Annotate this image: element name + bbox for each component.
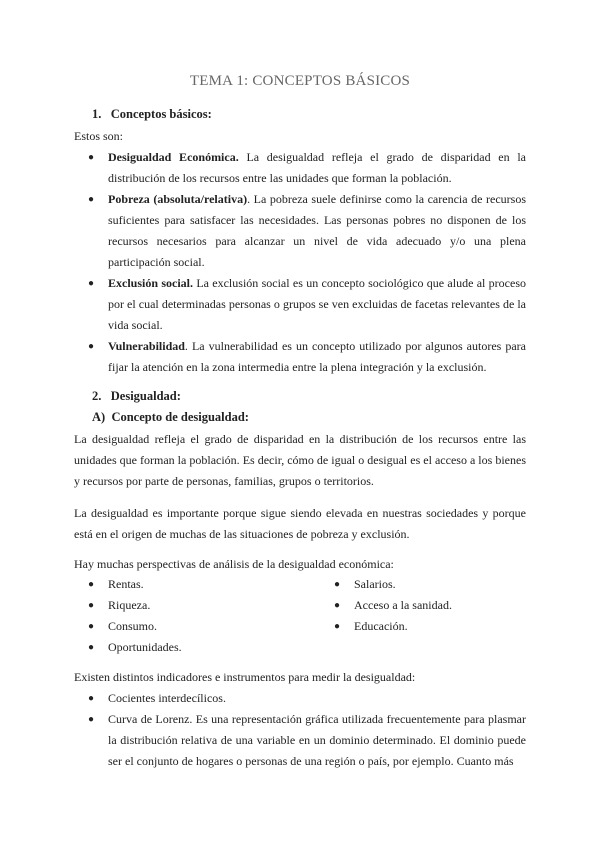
bullet-icon: ● bbox=[334, 621, 341, 632]
bullet-icon: ● bbox=[88, 194, 95, 205]
bullet-icon: ● bbox=[88, 341, 95, 352]
perspectives-list-right bbox=[320, 574, 526, 637]
term-label: Vulnerabilidad bbox=[108, 339, 185, 353]
list-item bbox=[74, 595, 314, 616]
term-label: Pobreza (absoluta/relativa) bbox=[108, 192, 248, 206]
list-item bbox=[74, 688, 526, 709]
list-item-text: Oportunidades. bbox=[108, 640, 182, 654]
list-item-text: Riqueza. bbox=[108, 598, 151, 612]
page-title: TEMA 1: CONCEPTOS BÁSICOS bbox=[189, 73, 411, 89]
list-item-text: Educación. bbox=[354, 619, 408, 633]
section-1-intro: Estos son: bbox=[74, 129, 124, 143]
list-item bbox=[74, 273, 526, 336]
list-item bbox=[74, 709, 526, 772]
list-item bbox=[74, 574, 314, 595]
list-item bbox=[320, 616, 526, 637]
section-2-heading: 2. Desigualdad: bbox=[92, 389, 181, 403]
indicators-intro: Existen distintos indicadores e instrumentos para medir la desigualdad: bbox=[74, 670, 416, 684]
term-definition: La exclusión social es un concepto sociológico que alude al proceso por el cual determinadas personas o grupos se ven excluidas de facetas relevantes de la vida social. bbox=[108, 276, 526, 332]
term-definition: . La pobreza suele definirse como la carencia de recursos suficientes para satisfacer las necesidades. Las personas pobres no disponen de los recursos necesarios para alcanzar un nivel de vida adecuado y/o una plena participación social. bbox=[108, 192, 526, 269]
list-item-text: Consumo. bbox=[108, 619, 158, 633]
bullet-icon: ● bbox=[88, 600, 95, 611]
list-item bbox=[320, 574, 526, 595]
perspectives-intro: Hay muchas perspectivas de análisis de la desigualdad económica: bbox=[74, 557, 394, 571]
term-label: Desigualdad Económica. bbox=[108, 150, 239, 164]
list-item-text: Cocientes interdecílicos. bbox=[108, 691, 226, 705]
list-item bbox=[320, 595, 526, 616]
concepts-list bbox=[74, 147, 526, 378]
bullet-icon: ● bbox=[88, 278, 95, 289]
bullet-icon: ● bbox=[88, 579, 95, 590]
term-definition: . La vulnerabilidad es un concepto utilizado por algunos autores para fijar la atención en la zona intermedia entre la plena integración y la exclusión. bbox=[108, 339, 526, 374]
perspectives-list-left bbox=[74, 574, 314, 658]
indicators-list bbox=[74, 688, 526, 772]
subsection-a-heading: A) Concepto de desigualdad: bbox=[92, 410, 249, 424]
list-item-text: Salarios. bbox=[354, 577, 396, 591]
list-item-text: Rentas. bbox=[108, 577, 144, 591]
bullet-icon: ● bbox=[334, 600, 341, 611]
bullet-icon: ● bbox=[88, 152, 95, 163]
list-item-text: Acceso a la sanidad. bbox=[354, 598, 452, 612]
bullet-icon: ● bbox=[88, 621, 95, 632]
bullet-icon: ● bbox=[88, 642, 95, 653]
term-label: Exclusión social. bbox=[108, 276, 193, 290]
bullet-icon: ● bbox=[334, 579, 341, 590]
paragraph-desigualdad-importance: La desigualdad es importante porque sigue siendo elevada en nuestras sociedades y porque está en el origen de muchas de las situaciones de pobreza y exclusión. bbox=[74, 506, 526, 541]
term-definition: La desigualdad refleja el grado de disparidad en la distribución de los recursos entre las unidades que forman la población. bbox=[108, 150, 526, 185]
list-item bbox=[74, 637, 314, 658]
section-1-heading: 1. Conceptos básicos: bbox=[92, 107, 212, 121]
list-item bbox=[74, 616, 314, 637]
list-item bbox=[74, 147, 526, 189]
list-item bbox=[74, 336, 526, 378]
paragraph-desigualdad-definition: La desigualdad refleja el grado de disparidad en la distribución de los recursos entre las unidades que forman la población. Es decir, cómo de igual o desigual es el acceso a los bienes y recursos por parte de personas, familias, grupos o territorios. bbox=[74, 432, 526, 488]
bullet-icon: ● bbox=[88, 693, 95, 704]
list-item bbox=[74, 189, 526, 273]
list-item-text: Curva de Lorenz. Es una representación gráfica utilizada frecuentemente para plasmar la distribución relativa de una variable en un dominio determinado. El dominio puede ser el conjunto de hogares o personas de una región o país, por ejemplo. Cuanto más bbox=[108, 712, 526, 768]
bullet-icon: ● bbox=[88, 714, 95, 725]
